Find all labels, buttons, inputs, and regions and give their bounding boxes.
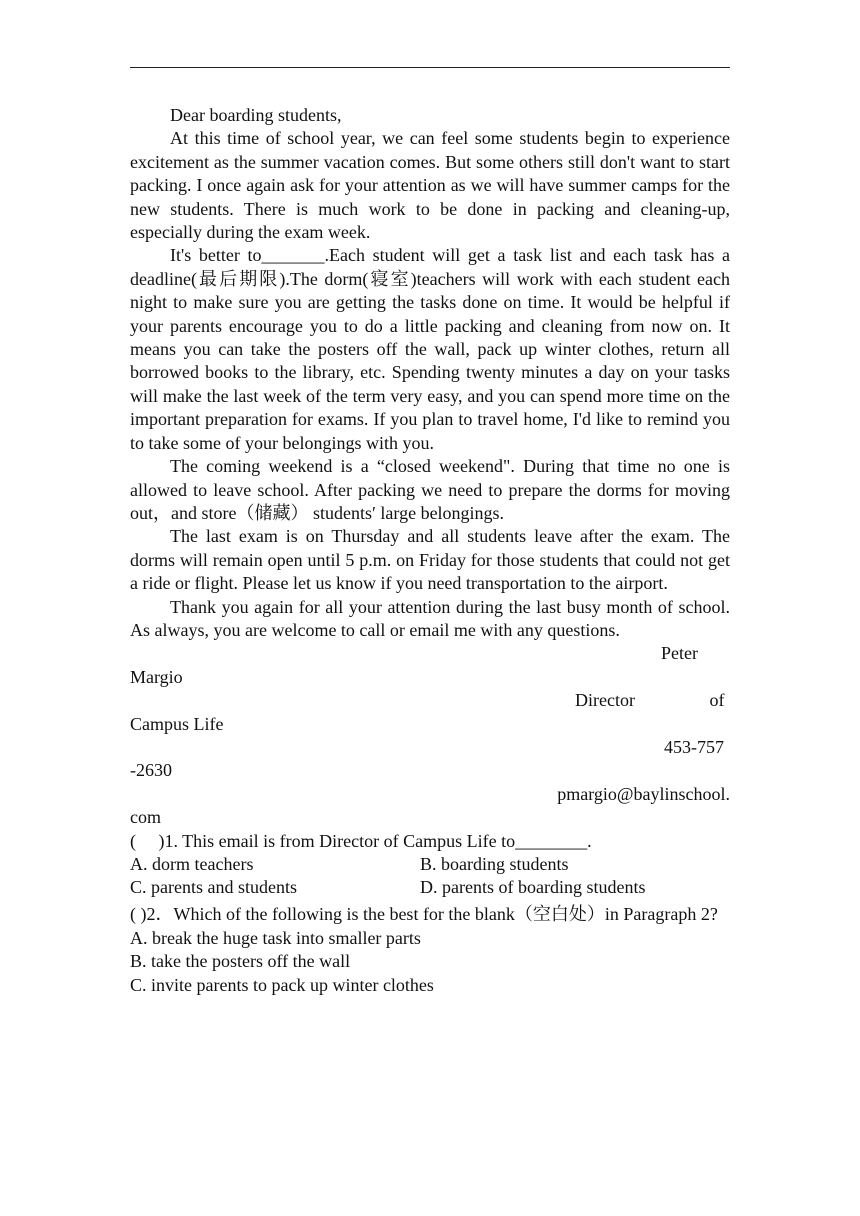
- paragraph-3: The coming weekend is a “closed weekend". During that time no one is allowed to leave school. After packing we need to prepare the dorms for moving out，and store（储藏） students′ large belongings.: [130, 456, 730, 523]
- signature-title-line1: Director of: [575, 690, 725, 711]
- question-1-option-a: A. dorm teachers: [130, 854, 254, 874]
- question-2-option-a: A. break the huge task into smaller parts: [130, 927, 421, 948]
- signature-title: [130, 689, 730, 736]
- signature-phone-line1: 453-757: [664, 736, 724, 757]
- question-1-stem: ( )1. This email is from Director of Campus Life to________.: [130, 830, 592, 851]
- letter-body: [130, 104, 730, 997]
- signature-phone-line2: -2630: [130, 760, 172, 781]
- question-1-options-row-2: [130, 876, 730, 899]
- signature-name-line1: Peter: [661, 643, 698, 664]
- question-2-stem: ( )2．Which of the following is the best for the blank（空白处）in Paragraph 2?: [130, 903, 718, 924]
- question-1-option-c: C. parents and students: [130, 877, 297, 898]
- letter-greeting: Dear boarding students,: [170, 105, 342, 125]
- question-1: [130, 830, 730, 900]
- signature-email: [130, 783, 730, 830]
- signature-block: [130, 642, 730, 829]
- paragraph-1: At this time of school year, we can feel some students begin to experience excitement as the summer vacation comes. But some others still don't want to start packing. I once again ask for your attention as we will have summer camps for the new students. There is much work to be done in packing and cleaning-up, especially during the exam week.: [130, 128, 730, 243]
- signature-title-line2: Campus Life: [130, 713, 224, 734]
- header-rule: [130, 67, 730, 68]
- paragraph-4: The last exam is on Thursday and all students leave after the exam. The dorms will remain open until 5 p.m. on Friday for those students that could not get a ride or flight. Please let us know if you need transportation to the airport.: [130, 526, 730, 594]
- signature-email-line1: pmargio@baylinschool.: [557, 783, 730, 804]
- question-2: [130, 902, 730, 997]
- signature-name-line2: Margio: [130, 666, 183, 687]
- question-1-options-row-1: [130, 853, 730, 876]
- question-1-option-b: B. boarding students: [420, 854, 569, 874]
- paragraph-2: It's better to_______.Each student will get a task list and each task has a deadline(最后期限).The dorm(寝室)teachers will work with each student each night to make sure you are getting the tasks done on time. It would be helpful if your parents encourage you to do a little packing and cleaning from now on. It means you can take the posters off the wall, pack up winter clothes, return all borrowed books to the library, etc. Spending twenty minutes a day on your tasks will make the last week of the term very easy, and you can spend more time on the important preparation for exams. If you plan to travel home, I'd like to remind you to take some of your belongings with you.: [130, 245, 730, 453]
- question-2-option-b: B. take the posters off the wall: [130, 951, 351, 972]
- question-1-option-d: D. parents of boarding students: [420, 877, 646, 898]
- signature-email-line2: com: [130, 807, 161, 828]
- signature-name: [130, 642, 730, 689]
- signature-phone: [130, 736, 730, 783]
- question-2-option-c: C. invite parents to pack up winter clothes: [130, 974, 434, 995]
- paragraph-5: Thank you again for all your attention during the last busy month of school. As always, you are welcome to call or email me with any questions.: [130, 596, 730, 640]
